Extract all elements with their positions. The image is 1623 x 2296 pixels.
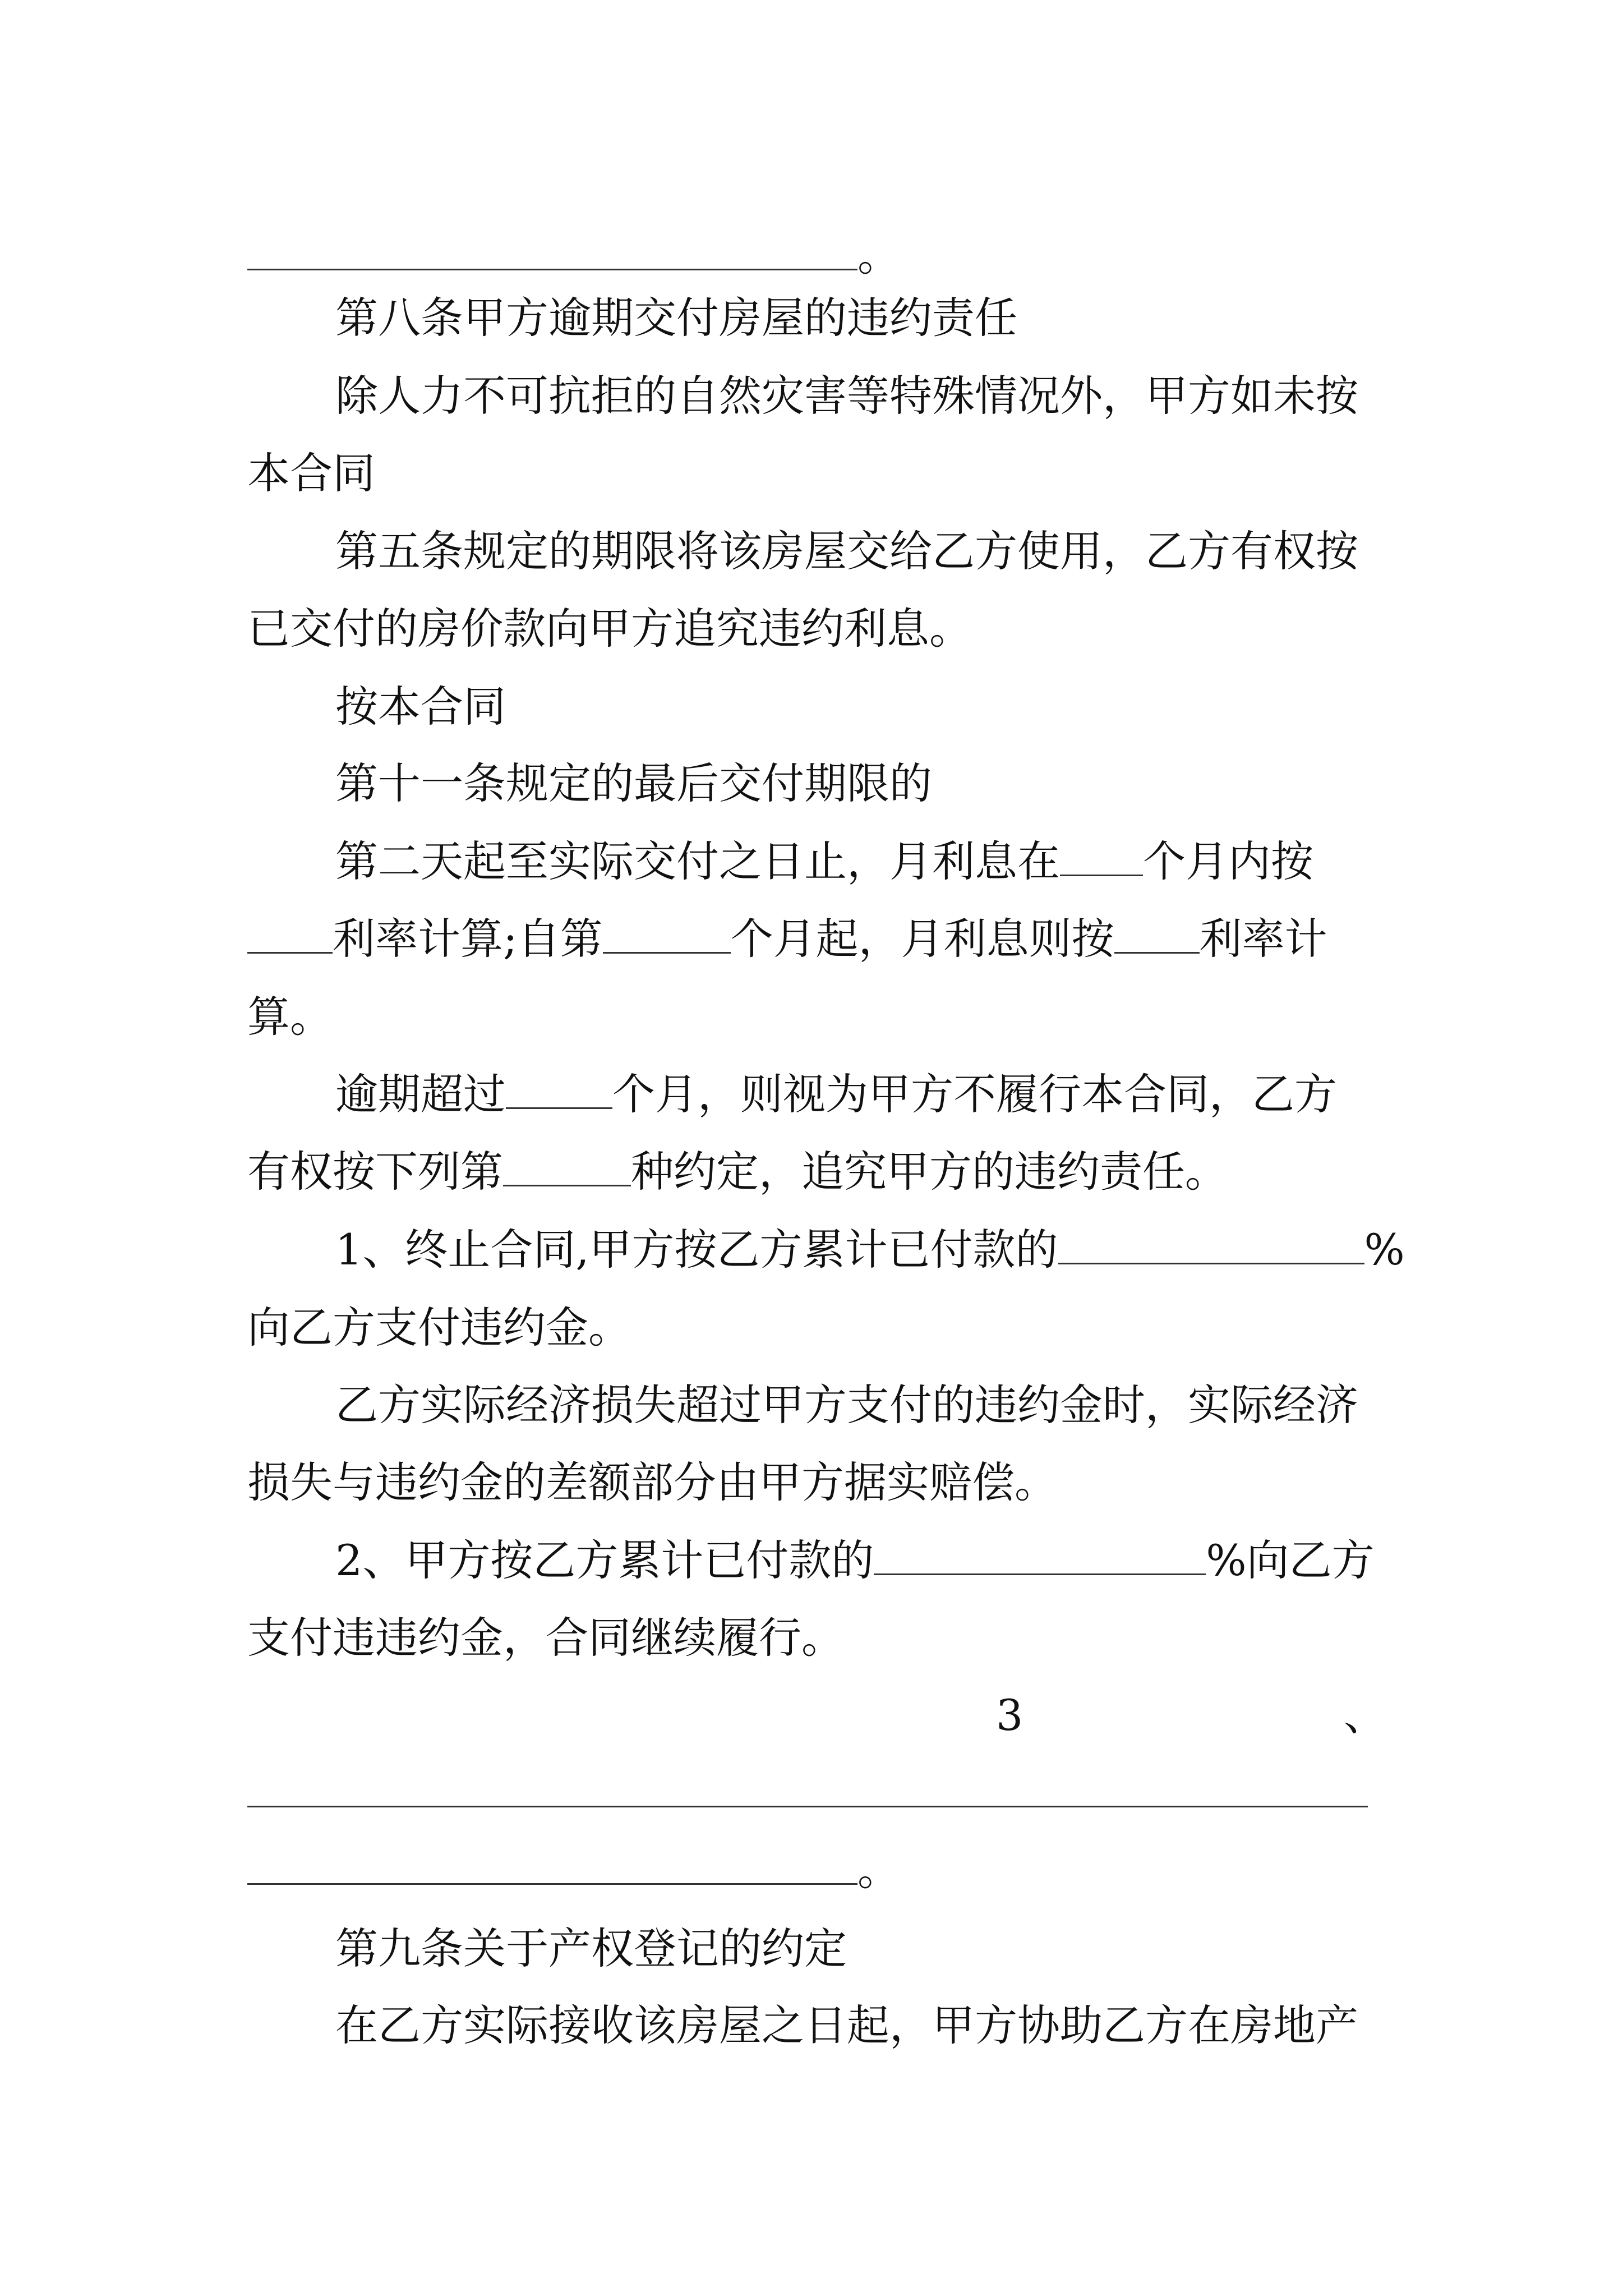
text-segment: 逾期超过 — [335, 1069, 506, 1119]
option-3-separator: 、 — [1344, 1690, 1386, 1740]
fill-blank — [1114, 917, 1200, 954]
fill-blank — [506, 1073, 612, 1109]
period-mark: 。 — [857, 1845, 900, 1895]
article-8-paragraph-6-line-2 — [247, 1145, 1228, 1199]
article-8-paragraph-1-line-2: 本合同 — [247, 448, 375, 498]
fill-blank — [503, 1150, 631, 1186]
text-segment: 个月，则视为甲方不履行本合同，乙方 — [612, 1069, 1337, 1119]
text-segment: 1、终止合同,甲方按乙方累计已付款的 — [335, 1225, 1058, 1274]
option-2-line-1 — [335, 1534, 1375, 1588]
fill-blank — [247, 234, 857, 270]
fill-blank — [247, 1771, 1368, 1807]
text-segment: 有权按下列第 — [247, 1147, 503, 1197]
text-segment: 利率计 — [1199, 914, 1327, 964]
fill-blank — [1060, 840, 1143, 876]
text-segment: 种约定，追究甲方的违约责任。 — [631, 1147, 1228, 1197]
article-8-paragraph-6-line-1 — [335, 1068, 1337, 1121]
option-3-blank-line — [247, 1766, 1368, 1820]
article-8-paragraph-5-line-2 — [247, 912, 1327, 966]
text-segment: 利率计算;自第 — [333, 914, 603, 964]
article-8-heading: 第八条甲方逾期交付房屋的违约责任 — [335, 293, 1017, 343]
blank-line-row — [247, 229, 900, 283]
option-1-line-1 — [335, 1223, 1405, 1277]
article-9-heading: 第九条关于产权登记的约定 — [335, 1924, 847, 1973]
article-9-paragraph-1-line-1: 在乙方实际接收该房屋之日起，甲方协助乙方在房地产 — [335, 2000, 1358, 2050]
article-8-paragraph-2-line-1: 第五条规定的期限将该房屋交给乙方使用，乙方有权按 — [335, 526, 1358, 576]
option-1-paragraph-2-line-1: 乙方实际经济损失超过甲方支付的违约金时，实际经济 — [335, 1380, 1358, 1430]
fill-blank — [874, 1539, 1206, 1575]
fill-blank — [1058, 1228, 1364, 1264]
text-segment: 个月起，月利息则按 — [730, 914, 1114, 964]
text-segment: % — [1364, 1225, 1405, 1274]
text-segment: 个月内按 — [1143, 836, 1313, 886]
text-segment: 2、甲方按乙方累计已付款的 — [335, 1535, 874, 1585]
fill-blank — [247, 1848, 857, 1885]
text-segment: 第二天起至实际交付之日止，月利息在 — [335, 836, 1060, 886]
article-8-paragraph-5-line-1 — [335, 835, 1313, 889]
option-3-end-line — [247, 1843, 900, 1897]
text-segment: %向乙方 — [1206, 1535, 1375, 1585]
article-8-paragraph-4: 第十一条规定的最后交付期限的 — [335, 758, 932, 808]
article-8-paragraph-5-line-3: 算。 — [247, 992, 333, 1042]
option-1-paragraph-2-line-2: 损失与违约金的差额部分由甲方据实赔偿。 — [247, 1457, 1057, 1507]
period-mark: 。 — [857, 231, 900, 280]
option-3-number: 3 — [996, 1690, 1023, 1740]
option-1-line-2: 向乙方支付违约金。 — [247, 1303, 631, 1352]
option-2-line-2: 支付违违约金，合同继续履行。 — [247, 1613, 844, 1663]
fill-blank — [247, 917, 333, 954]
article-8-paragraph-2-line-2: 已交付的房价款向甲方追究违约利息。 — [247, 604, 972, 654]
fill-blank — [603, 917, 731, 954]
article-8-paragraph-1-line-1: 除人力不可抗拒的自然灾害等特殊情况外，甲方如未按 — [335, 371, 1358, 421]
article-8-paragraph-3: 按本合同 — [335, 682, 506, 731]
